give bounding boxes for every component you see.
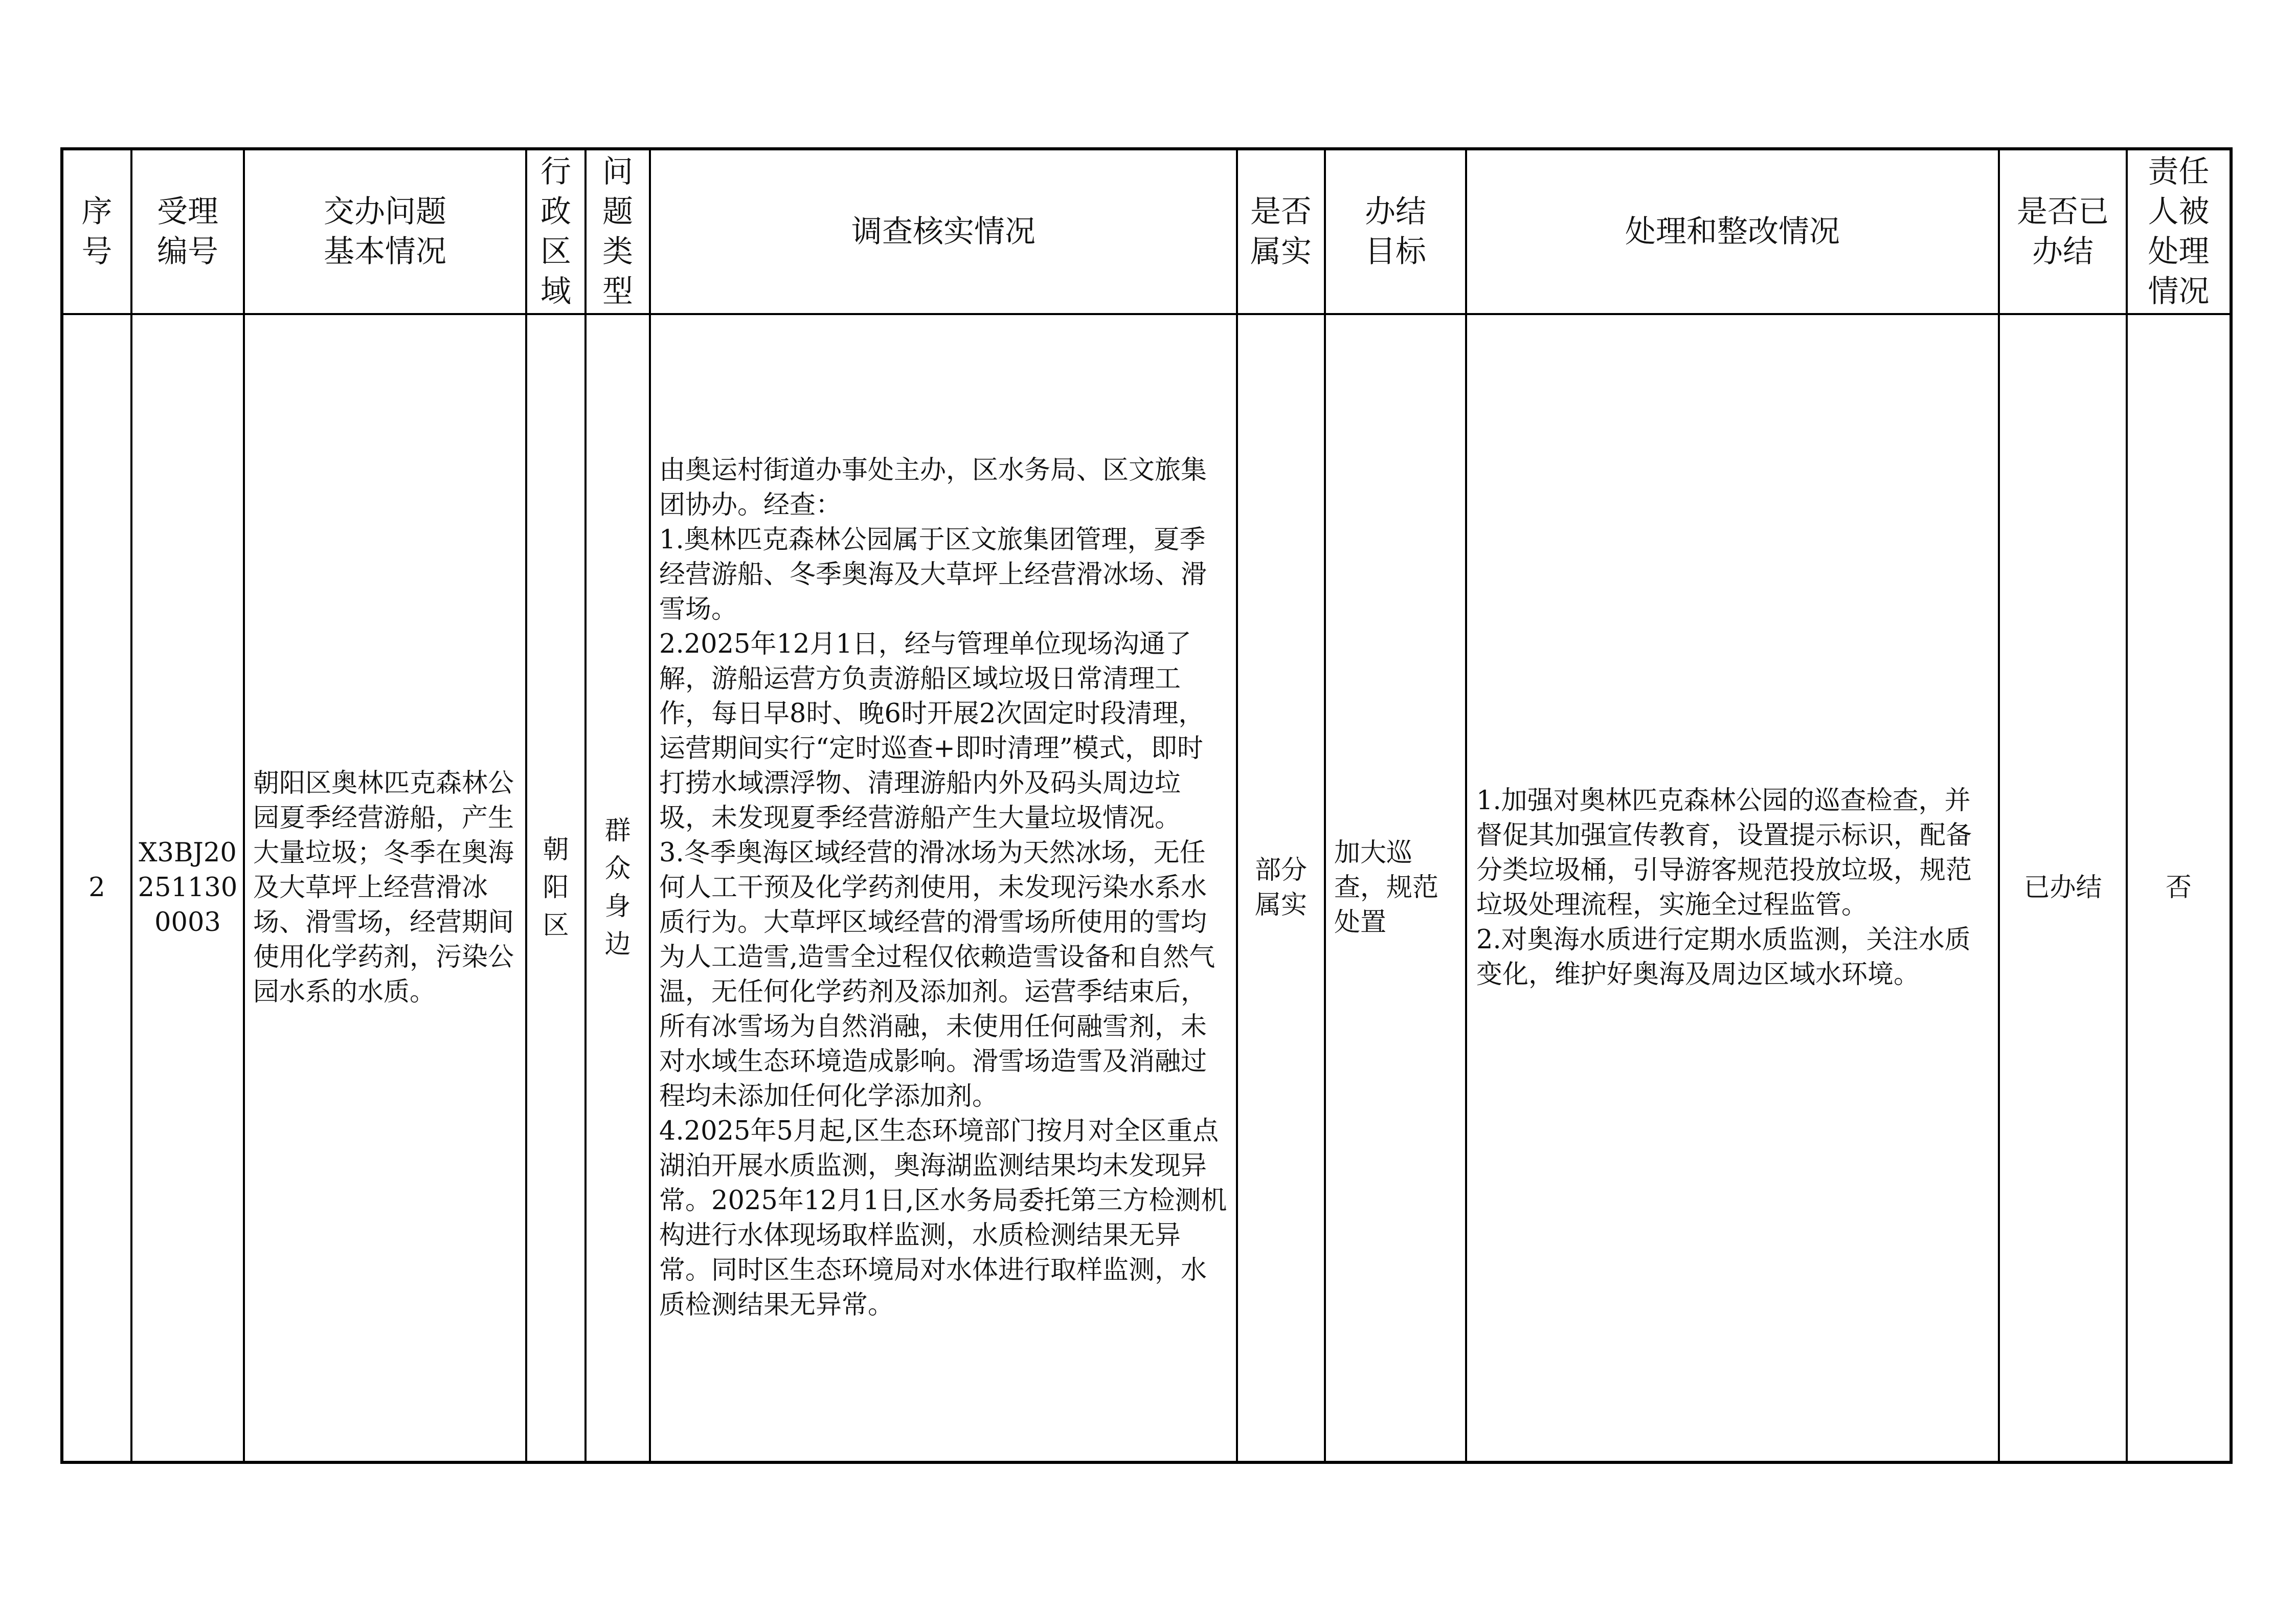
header-target: 办结目标: [1325, 149, 1466, 314]
header-problem-basic: 交办问题基本情况: [244, 149, 526, 314]
header-handling: 处理和整改情况: [1466, 149, 1999, 314]
cell-target: 加大巡查，规范处置: [1325, 314, 1466, 1462]
header-row: [62, 149, 2231, 314]
cell-district: 朝阳区: [526, 314, 586, 1462]
header-is-true: 是否属实: [1237, 149, 1325, 314]
header-accountability: 责任人被处理情况: [2127, 149, 2231, 314]
header-problem-type: 问题类型: [586, 149, 650, 314]
cell-handling: 1.加强对奥林匹克森林公园的巡查检查，并督促其加强宣传教育，设置提示标识，配备分类垃圾桶，引导游客规范投放垃圾，规范垃圾处理流程，实施全过程监管。 2.对奥海水质进行定期水质监测，关注水质变化，维护好奥海及周边区域水环境。: [1466, 314, 1999, 1462]
cell-ticket: X3BJ20251130 0003: [131, 314, 244, 1462]
cell-seq: 2: [62, 314, 131, 1462]
cell-accountability: 否: [2127, 314, 2231, 1462]
header-investigation: 调查核实情况: [650, 149, 1237, 314]
cell-problem-type: 群众身边: [586, 314, 650, 1462]
cell-investigation: 由奥运村街道办事处主办，区水务局、区文旅集团协办。经查： 1.奥林匹克森林公园属于区文旅集团管理，夏季经营游船、冬季奥海及大草坪上经营滑冰场、滑雪场。 2.2025年12月1日，经与管理单位现场沟通了解，游船运营方负责游船区域垃圾日常清理工作，每日早8时、晚6时开展2次固定时段清理，运营期间实行“定时巡查+即时清理”模式，即时打捞水域漂浮物、清理游船内外及码头周边垃圾，未发现夏季经营游船产生大量垃圾情况。 3.冬季奥海区域经营的滑冰场为天然冰场，无任何人工干预及化学药剂使用，未发现污染水系水质行为。大草坪区域经营的滑雪场所使用的雪均为人工造雪,造雪全过程仅依赖造雪设备和自然气温，无任何化学药剂及添加剂。运营季结束后，所有冰雪场为自然消融，未使用任何融雪剂，未对水域生态环境造成影响。滑雪场造雪及消融过程均未添加任何化学添加剂。 4.2025年5月起,区生态环境部门按月对全区重点湖泊开展水质监测，奥海湖监测结果均未发现异常。2025年12月1日,区水务局委托第三方检测机构进行水体现场取样监测，水质检测结果无异常。同时区生态环境局对水体进行取样监测，水质检测结果无异常。: [650, 314, 1237, 1462]
header-ticket: 受理编号: [131, 149, 244, 314]
header-is-closed: 是否已办结: [1999, 149, 2127, 314]
case-table: [60, 147, 2233, 1464]
header-district: 行政区域: [526, 149, 586, 314]
cell-is-true: 部分属实: [1237, 314, 1325, 1462]
table-row: [62, 314, 2231, 1462]
cell-problem-basic: 朝阳区奥林匹克森林公园夏季经营游船，产生大量垃圾；冬季在奥海及大草坪上经营滑冰场、滑雪场，经营期间使用化学药剂，污染公园水系的水质。: [244, 314, 526, 1462]
header-seq: 序号: [62, 149, 131, 314]
cell-is-closed: 已办结: [1999, 314, 2127, 1462]
